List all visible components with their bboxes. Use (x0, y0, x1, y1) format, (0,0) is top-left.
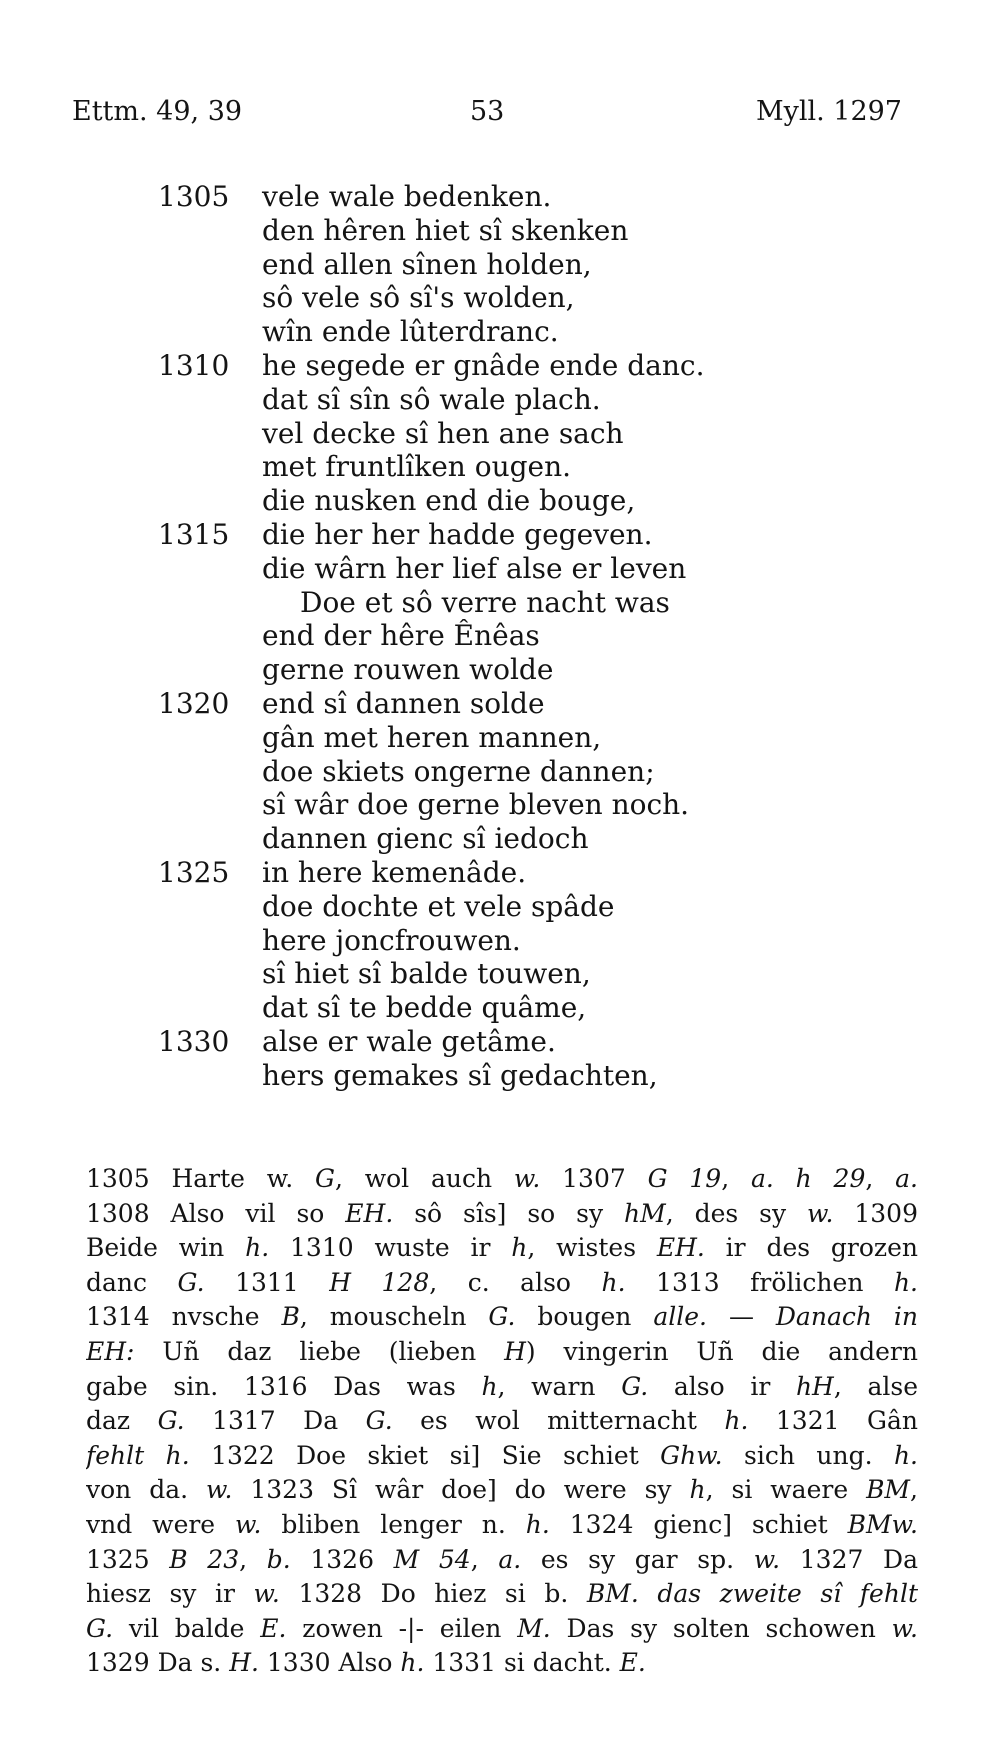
footnote-text: 1311 (204, 1267, 330, 1297)
footnote-siglum: G. (177, 1267, 205, 1297)
footnote-text: es wol mitternacht (392, 1406, 725, 1436)
verse-line (0, 890, 1000, 924)
footnote-text: Uñ daz liebe (lieben (134, 1336, 505, 1366)
footnote-siglum: E. (619, 1648, 646, 1678)
verse-line (0, 653, 1000, 687)
footnote-siglum: G. (488, 1302, 516, 1332)
footnote-line (86, 1300, 918, 1335)
verse-text-line: end der hêre Ênêas (262, 619, 540, 653)
footnote-text: , des sy (665, 1198, 808, 1228)
footnote-siglum: G. (621, 1371, 649, 1401)
verse-line (0, 721, 1000, 755)
footnote-text: es sy gar sp. (521, 1544, 754, 1574)
verse-text-line: end sî dannen solde (262, 686, 545, 720)
footnote-siglum: w. (807, 1198, 834, 1228)
verse-text-line: den hêren hiet sî skenken (262, 213, 629, 247)
footnote-line (86, 1266, 918, 1301)
footnote-text: hiesz sy ir (86, 1579, 254, 1609)
verse-text-line: alse er wale getâme. (262, 1024, 556, 1058)
footnote-line (86, 1162, 918, 1197)
verse-text-line: sô vele sô sî's wolden, (262, 281, 575, 315)
footnote-siglum: h. (601, 1267, 626, 1297)
footnote-line (86, 1197, 918, 1232)
footnote-text: 1314 nvsche (86, 1302, 282, 1332)
footnote-siglum: w. (206, 1475, 233, 1505)
verse-text-line: end allen sînen holden, (262, 247, 592, 281)
footnote-text: 1328 Do hiez si b. (279, 1579, 587, 1609)
verse-text-line: die nusken end die bouge, (262, 484, 636, 518)
footnote-siglum: fehlt h. (86, 1440, 190, 1470)
footnote-siglum: G. (365, 1406, 393, 1436)
footnote-text: bougen (515, 1302, 654, 1332)
line-number: 1315 (158, 517, 230, 551)
footnote-siglum: EH: (86, 1336, 135, 1366)
verse-text-line: wîn ende lûterdranc. (262, 315, 559, 349)
footnote-siglum: w. (253, 1579, 280, 1609)
verse-line (0, 687, 1000, 721)
footnote-siglum: b. (266, 1544, 291, 1574)
verse-line (0, 383, 1000, 417)
verse-line (0, 248, 1000, 282)
footnote-line (86, 1646, 918, 1681)
footnote-text (639, 1579, 658, 1608)
verse-text-line: here joncfrouwen. (262, 923, 521, 957)
footnote-siglum: a. (498, 1544, 522, 1574)
footnote-text: ) vingerin Uñ die andern (525, 1336, 918, 1366)
line-number: 1310 (158, 348, 230, 382)
verse-text-line: sî wâr doe gerne bleven noch. (262, 788, 690, 822)
footnote-text: , (470, 1544, 499, 1574)
footnote-text: , warn (497, 1371, 622, 1401)
footnote-siglum: h. (893, 1440, 918, 1470)
page-number: 53 (470, 96, 505, 127)
verse-line (0, 619, 1000, 653)
footnote-text: 1326 (290, 1544, 394, 1574)
footnote-text: , (910, 1475, 918, 1505)
footnote-siglum: das zweite sî fehlt (657, 1579, 918, 1609)
header-right-reference: Myll. 1297 (755, 96, 902, 127)
verse-line (0, 484, 1000, 518)
footnote-siglum: h. (400, 1648, 425, 1678)
footnote-line (86, 1370, 918, 1405)
verse-line (0, 755, 1000, 789)
footnote-siglum: h (481, 1371, 498, 1401)
footnote-line (86, 1473, 918, 1508)
footnote-text: , si waere (705, 1475, 867, 1505)
footnote-text: 1321 Gân (748, 1406, 918, 1436)
footnote-line (86, 1612, 918, 1647)
footnote-text: daz (86, 1406, 158, 1436)
footnote-siglum: h (511, 1233, 528, 1263)
footnote-text: vil balde (113, 1613, 261, 1643)
verse-text (0, 180, 1000, 1093)
footnote-text: 1310 wuste ir (269, 1233, 512, 1263)
footnote-text: , mouscheln (299, 1302, 489, 1332)
footnote-text: , (239, 1544, 267, 1574)
verse-line (0, 417, 1000, 451)
footnote-siglum: Danach in (775, 1302, 918, 1332)
verse-text-line: dannen gienc sî iedoch (262, 822, 589, 856)
footnote-siglum: h. (245, 1233, 270, 1263)
footnote-text: bliben lenger n. (261, 1509, 526, 1539)
verse-text-line: doe skiets ongerne dannen; (262, 754, 655, 788)
footnote-text: 1309 (833, 1198, 918, 1228)
footnote-text: 1329 Da s. (86, 1648, 230, 1678)
footnote-line (86, 1404, 918, 1439)
line-number: 1305 (158, 180, 230, 213)
verse-line (0, 957, 1000, 991)
critical-apparatus-footnotes (86, 1162, 918, 1681)
footnote-text: 1323 Sî wâr doe] do were sy (232, 1475, 690, 1505)
footnote-siglum: h (689, 1475, 706, 1505)
footnote-text: ir des grozen (704, 1233, 918, 1263)
footnote-siglum: BM (866, 1475, 911, 1505)
verse-text-line: dat sî sîn sô wale plach. (262, 382, 601, 416)
footnote-text: 1331 si dacht. (424, 1648, 620, 1678)
footnote-siglum: G 19 (647, 1164, 722, 1193)
footnote-siglum: h. (525, 1509, 550, 1539)
footnote-text: danc (86, 1267, 178, 1297)
footnote-siglum: w. (513, 1164, 541, 1193)
verse-line (0, 180, 1000, 214)
line-number: 1325 (158, 855, 230, 889)
footnote-text: — (707, 1302, 776, 1332)
verse-line (0, 586, 1000, 620)
verse-text-line: vel decke sî hen ane sach (262, 416, 624, 450)
footnote-siglum: hM (624, 1198, 666, 1228)
footnote-text: von da. (86, 1475, 207, 1505)
verse-line (0, 349, 1000, 383)
footnote-text: sich ung. (722, 1440, 894, 1470)
footnote-text: , alse (833, 1371, 918, 1401)
verse-text-line: Doe et sô verre nacht was (300, 585, 670, 619)
footnote-text: 1330 Also (258, 1648, 401, 1678)
footnote-line (86, 1439, 918, 1474)
footnote-siglum: G (314, 1164, 335, 1193)
footnote-text: gabe sin. 1316 Das was (86, 1371, 482, 1401)
verse-text-line: he segede er gnâde ende danc. (262, 348, 705, 382)
footnote-text: zowen -|- eilen (286, 1613, 518, 1643)
footnote-siglum: hH (795, 1371, 834, 1401)
footnote-text: vnd were (86, 1509, 236, 1539)
verse-line (0, 518, 1000, 552)
footnote-text: 1327 Da (780, 1544, 918, 1574)
footnote-siglum: B 23 (169, 1544, 240, 1574)
verse-text-line: die wârn her lief alse er leven (262, 551, 687, 585)
footnote-siglum: EH. (345, 1198, 394, 1228)
footnote-siglum: alle. (653, 1302, 707, 1332)
footnote-siglum: w. (235, 1509, 262, 1539)
footnote-siglum: B (281, 1302, 300, 1332)
verse-text-line: sî hiet sî balde touwen, (262, 957, 591, 991)
footnote-siglum: H 128 (329, 1267, 430, 1297)
verse-line (0, 281, 1000, 315)
footnote-line (86, 1577, 918, 1612)
line-number: 1330 (158, 1024, 230, 1058)
verse-text-line: met fruntlîken ougen. (262, 450, 572, 484)
footnote-text: , (721, 1164, 751, 1193)
verse-text-line: die her her hadde gegeven. (262, 517, 653, 551)
footnote-line (86, 1508, 918, 1543)
verse-line (0, 924, 1000, 958)
footnote-siglum: w. (891, 1613, 918, 1643)
footnote-siglum: w. (753, 1544, 781, 1574)
verse-text-line: hers gemakes sî gedachten, (262, 1058, 658, 1092)
footnote-line (86, 1231, 918, 1266)
footnote-text: 1324 gienc] schiet (549, 1509, 848, 1539)
verse-line (0, 552, 1000, 586)
footnote-line (86, 1335, 918, 1370)
footnote-text: 1317 Da (184, 1406, 366, 1436)
verse-line (0, 315, 1000, 349)
verse-line (0, 991, 1000, 1025)
verse-text-line: gerne rouwen wolde (262, 653, 554, 687)
footnote-siglum: EH. (656, 1233, 705, 1263)
footnote-text: 1322 Doe skiet si] Sie schiet (189, 1440, 661, 1470)
footnote-text: 1325 (86, 1544, 170, 1574)
verse-line (0, 822, 1000, 856)
footnote-siglum: G. (157, 1406, 185, 1436)
footnote-text: , c. also (429, 1267, 602, 1297)
footnote-text: 1313 frölichen (625, 1267, 894, 1297)
footnote-line (86, 1543, 918, 1578)
verse-text-line: dat sî te bedde quâme, (262, 991, 587, 1025)
footnote-siglum: a. h 29 (750, 1164, 866, 1193)
footnote-siglum: H. (229, 1648, 259, 1678)
verse-line (0, 450, 1000, 484)
footnote-siglum: Ghw. (660, 1440, 723, 1470)
footnote-siglum: M 54 (393, 1544, 471, 1574)
footnote-siglum: E. (260, 1613, 287, 1643)
footnote-text: Das sy solten schowen (550, 1613, 892, 1643)
verse-text-line: vele wale bedenken. (262, 180, 552, 213)
verse-line (0, 1025, 1000, 1059)
verse-line (0, 214, 1000, 248)
verse-line (0, 788, 1000, 822)
header-left-reference: Ettm. 49, 39 (72, 96, 243, 127)
footnote-siglum: BM. (586, 1579, 639, 1609)
verse-text-line: in here kemenâde. (262, 855, 527, 889)
footnote-text: 1307 (540, 1164, 648, 1193)
verse-text-line: gân met heren mannen, (262, 720, 602, 754)
footnote-siglum: G. (86, 1613, 114, 1643)
footnote-siglum: H (504, 1336, 526, 1366)
footnote-text: sô sîs] so sy (393, 1198, 625, 1228)
footnote-text: also ir (648, 1371, 796, 1401)
footnote-text: 1305 Harte w. (86, 1164, 315, 1193)
footnote-text: Beide win (86, 1233, 246, 1263)
footnote-siglum: a. (895, 1164, 918, 1193)
verse-text-line: doe dochte et vele spâde (262, 889, 615, 923)
footnote-text: , wol auch (334, 1164, 514, 1193)
verse-line (0, 856, 1000, 890)
footnote-siglum: BMw. (847, 1509, 918, 1539)
footnote-siglum: h. (724, 1406, 749, 1436)
verse-line (0, 1059, 1000, 1093)
footnote-text: , (865, 1164, 896, 1193)
line-number: 1320 (158, 686, 230, 720)
footnote-siglum: h. (893, 1267, 918, 1297)
footnote-text: 1308 Also vil so (86, 1198, 346, 1228)
footnote-siglum: M. (517, 1613, 551, 1643)
footnote-text: , wistes (527, 1233, 657, 1263)
